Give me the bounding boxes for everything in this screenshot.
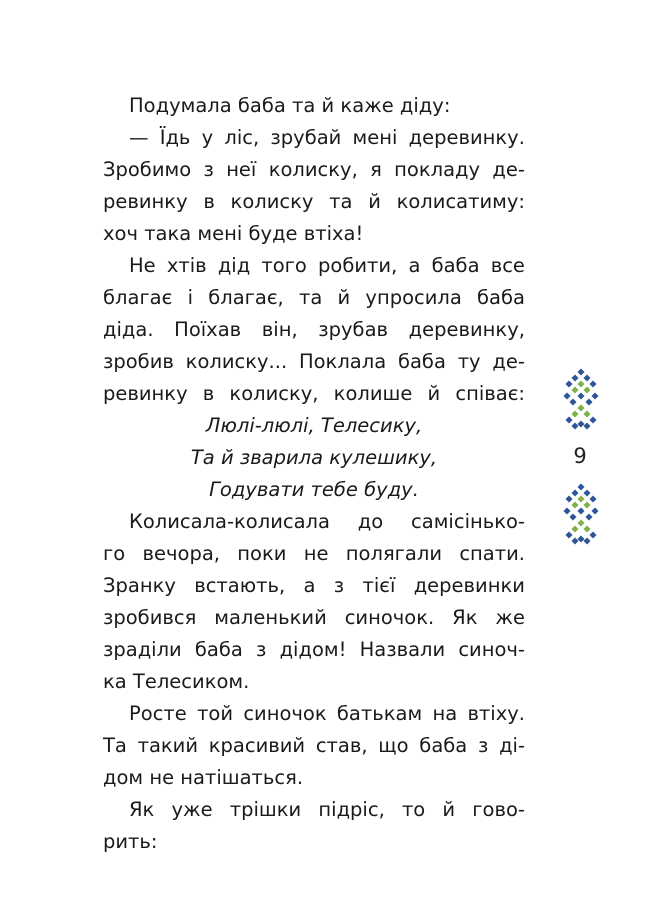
text-line: Як уже трішки підріс, то й гово-	[129, 798, 525, 821]
text-line: зраділи баба з дідом! Назвали синоч-	[103, 638, 525, 661]
ornament-cell	[589, 416, 596, 423]
text-line: Не хтів дід того робити, а баба все	[129, 254, 525, 277]
verse-line: Та й зварила кулешику,	[190, 446, 438, 469]
ornament-cell	[583, 525, 590, 532]
ornament-cell	[577, 392, 584, 399]
ornament-cell	[569, 398, 576, 405]
ornament-cell	[577, 420, 584, 427]
ornament-cell	[583, 374, 590, 381]
text-line: ревинку в колиску та й колисатиму:	[103, 190, 525, 213]
text-line: зробився маленький синочок. Як же	[103, 606, 525, 629]
ornament-cell	[589, 380, 596, 387]
text-line: рить:	[103, 830, 158, 853]
text-line: зробив колиску... Поклала баба ту де-	[103, 350, 525, 373]
text-line: Колисала-колисала до самісінько-	[129, 510, 525, 533]
text-line: ка Телесиком.	[103, 670, 250, 693]
text-line: діда. Поїхав він, зрубав деревинку,	[103, 318, 525, 341]
ornament-cell	[569, 513, 576, 520]
ornament-cell	[583, 489, 590, 496]
ornament-cell	[591, 392, 598, 399]
ornament-cell	[583, 501, 590, 508]
ornament-cell	[577, 535, 584, 542]
ornament-cell	[565, 531, 572, 538]
ornament-cell	[565, 380, 572, 387]
ornament-cell	[565, 495, 572, 502]
ornament-cell	[583, 537, 590, 544]
page-number: 9	[573, 444, 587, 468]
ornament-cell	[577, 507, 584, 514]
story-text	[103, 90, 525, 858]
ornament-cell	[577, 404, 584, 411]
ornament-cell	[577, 519, 584, 526]
ornament-cell	[577, 495, 584, 502]
ornament-cell	[571, 537, 578, 544]
text-line: Подумала баба та й каже діду:	[129, 94, 451, 117]
ornament-cell	[591, 507, 598, 514]
ornament-cell	[577, 483, 584, 490]
ornament-cell	[583, 422, 590, 429]
ornament-cell	[589, 531, 596, 538]
ornament-cell	[589, 495, 596, 502]
text-line: го вечора, поки не полягали спати.	[103, 542, 525, 565]
ornament-cell	[577, 368, 584, 375]
text-line: благає і благає, та й упросила баба	[103, 286, 525, 309]
ornament-cell	[565, 416, 572, 423]
folk-ornament-icon	[563, 483, 599, 545]
ornament-cell	[571, 489, 578, 496]
ornament-cell	[563, 507, 570, 514]
ornament-cell	[571, 525, 578, 532]
ornament-cell	[585, 513, 592, 520]
ornament-cell	[563, 392, 570, 399]
text-line: хоч така мені буде втіха!	[103, 222, 364, 245]
ornament-cell	[571, 374, 578, 381]
text-line: Росте той синочок батькам на втіху.	[129, 702, 525, 725]
verse-line: Люлі-люлі, Телесику,	[205, 414, 423, 437]
text-line: Зранку встають, а з тієї деревинки	[103, 574, 525, 597]
ornament-cell	[571, 410, 578, 417]
ornament-cell	[583, 410, 590, 417]
text-line: ревинку в колиску, колише й співає:	[103, 382, 525, 405]
folk-ornament-icon	[563, 368, 599, 430]
ornament-cell	[571, 422, 578, 429]
text-line: — Їдь у ліс, зрубай мені деревинку.	[129, 126, 525, 149]
text-line: Та такий красивий став, що баба з ді-	[103, 734, 525, 757]
ornament-cell	[583, 386, 590, 393]
text-line: Зробимо з неї колиску, я покладу де-	[103, 158, 525, 181]
ornament-cell	[577, 380, 584, 387]
ornament-cell	[571, 386, 578, 393]
verse-line: Годувати тебе буду.	[209, 478, 419, 501]
ornament-cell	[585, 398, 592, 405]
text-line: дом не натішаться.	[103, 766, 304, 789]
ornament-cell	[571, 501, 578, 508]
